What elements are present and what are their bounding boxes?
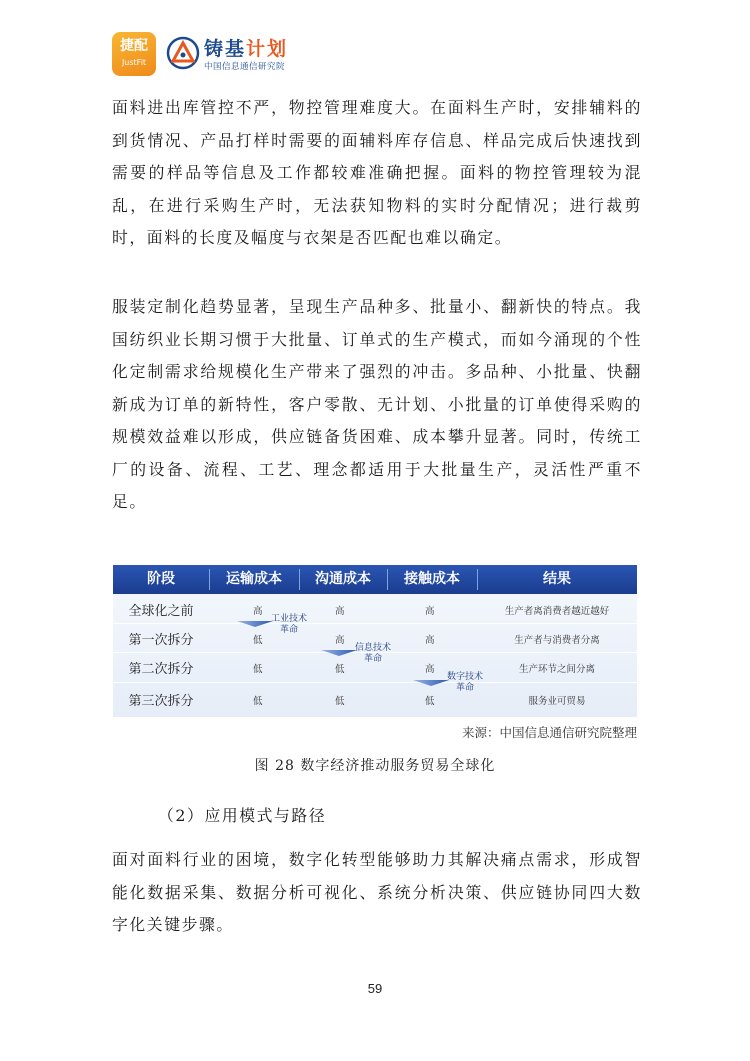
table-row-2-stage: 第一次拆分	[128, 633, 194, 648]
table-row-3-stage: 第二次拆分	[128, 662, 194, 677]
header-transport-cost: 运输成本	[226, 571, 282, 587]
table-row-2-transport: 低	[253, 635, 263, 646]
table-body	[113, 594, 637, 717]
table-row-4-communication: 低	[335, 696, 345, 707]
revolution-label-1: 工业技术 革命	[271, 614, 308, 635]
justfit-logo	[112, 32, 156, 76]
page-header	[112, 30, 532, 78]
zhuji-triangle-icon	[166, 36, 200, 70]
zhuji-title-main: 铸基	[204, 38, 247, 60]
figure-28-table	[113, 565, 637, 717]
header-communication-cost: 沟通成本	[315, 571, 371, 587]
table-row-2-contact: 高	[425, 635, 435, 646]
digital-revolution-arrow-icon	[413, 680, 449, 686]
justfit-logo-cn: 捷配	[120, 38, 148, 54]
table-row-1-transport: 高	[253, 606, 263, 617]
paragraph-1: 面料进出库管控不严，物控管理难度大。在面料生产时，安排辅料的到货情况、产品打样时需要的面辅料库存信息、样品完成后快速找到需要的样品等信息及工作都较难准确把握。面料的物控管理较为混乱，在进行采购生产时，无法获知物料的实时分配情况；进行裁剪时，面料的长度及幅度与衣架是否匹配也难以确定。	[112, 98, 642, 247]
table-row-1-stage: 全球化之前	[128, 604, 194, 619]
table-row-4-contact: 低	[425, 696, 435, 707]
zhuji-title-accent: 计划	[246, 38, 289, 60]
figure-caption: 图 28 数字经济推动服务贸易全球化	[254, 758, 496, 774]
revolution-label-3: 数字技术 革命	[447, 672, 484, 693]
paragraph-3: 面对面料行业的困境，数字化转型能够助力其解决痛点需求，形成智能化数据采集、数据分析可视化、系统分析决策、供应链协同四大数字化关键步骤。	[112, 850, 642, 934]
table-row-3-communication: 低	[335, 664, 345, 675]
zhuji-subtitle: 中国信息通信研究院	[204, 62, 286, 72]
section-subheading: （2）应用模式与路径	[158, 806, 327, 825]
table-row-4-stage: 第三次拆分	[128, 694, 194, 709]
table-header-row	[113, 565, 637, 594]
table-row-3-result: 生产环节之间分离	[518, 664, 595, 675]
table-row-1-communication: 高	[335, 606, 345, 617]
header-contact-cost: 接触成本	[404, 571, 460, 587]
information-revolution-arrow-icon	[321, 650, 357, 656]
table-row-1-result: 生产者离消费者越近越好	[504, 606, 610, 617]
industrial-revolution-arrow-icon	[237, 621, 273, 627]
table-row-4-transport: 低	[253, 696, 263, 707]
paragraph-2: 服装定制化趋势显著，呈现生产品种多、批量小、翻新快的特点。我国纺织业长期习惯于大批量、订单式的生产模式，而如今涌现的个性化定制需求给规模化生产带来了强烈的冲击。多品种、小批量、快翻新成为订单的新特性，客户零散、无计划、小批量的订单使得采购的规模效益难以形成，供应链备货困难、成本攀升显著。同时，传统工厂的设备、流程、工艺、理念都适用于大批量生产，灵活性严重不足。	[112, 297, 642, 511]
figure-source: 来源：中国信息通信研究院整理	[461, 725, 637, 740]
table-row-3-transport: 低	[253, 664, 263, 675]
revolution-label-2: 信息技术 革命	[355, 643, 392, 664]
table-row-2-result: 生产者与消费者分离	[514, 635, 600, 646]
header-result: 结果	[543, 571, 571, 587]
header-stage: 阶段	[147, 571, 175, 587]
table-row-4-result: 服务业可贸易	[528, 696, 586, 707]
table-row-3-contact: 高	[425, 664, 435, 675]
justfit-logo-en: JustFit	[121, 58, 147, 67]
table-row-2-communication: 高	[335, 635, 345, 646]
zhuji-logo	[166, 34, 366, 74]
table-row-1-contact: 高	[425, 606, 435, 617]
zhuji-title	[204, 34, 288, 61]
page-number: 59	[367, 981, 383, 996]
